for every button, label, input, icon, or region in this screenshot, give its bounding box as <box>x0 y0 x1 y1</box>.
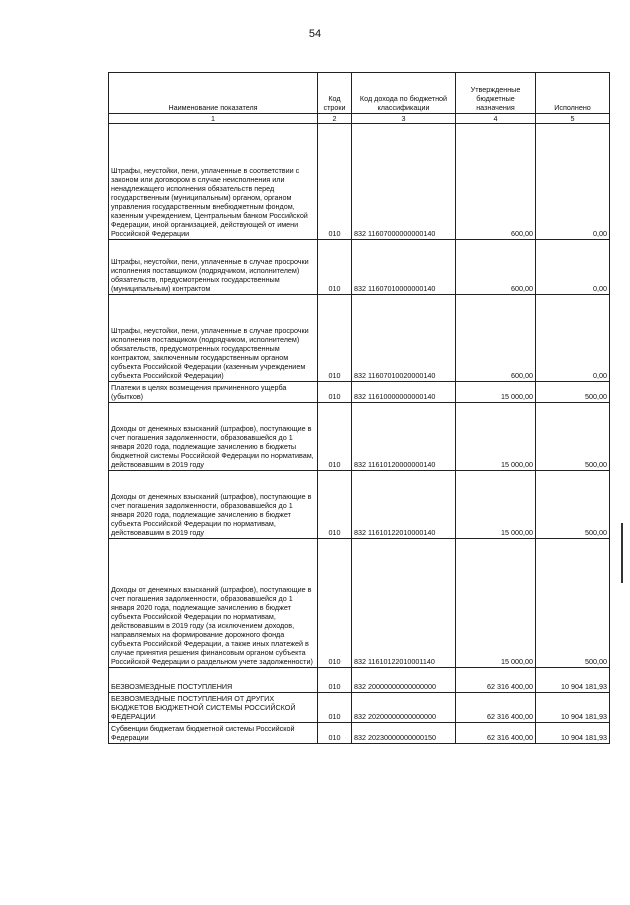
executed-amount-cell: 500,00 <box>536 471 610 539</box>
line-code-cell: 010 <box>318 693 352 723</box>
line-code-cell: 010 <box>318 403 352 471</box>
header-indicator-name: Наименование показателя <box>109 73 318 114</box>
indicator-name-cell: Субвенции бюджетам бюджетной системы Российской Федерации <box>109 723 318 744</box>
indicator-name-cell: Штрафы, неустойки, пени, уплаченные в случае просрочки исполнения поставщиком (подрядчиком, исполнителем) обязательств, предусмотренных государственным контрактом, заключенным государственным органом субъекта Российской Федерации (казенным учреждением субъекта Российской Федерации) <box>109 295 318 382</box>
executed-amount-cell: 500,00 <box>536 539 610 668</box>
table-row <box>109 693 610 723</box>
table-row <box>109 668 610 693</box>
income-code-cell: 832 20000000000000000 <box>352 668 456 693</box>
executed-amount-cell: 0,00 <box>536 240 610 295</box>
table-row <box>109 471 610 539</box>
line-code-cell: 010 <box>318 723 352 744</box>
approved-amount-cell: 62 316 400,00 <box>456 668 536 693</box>
indicator-name-cell: БЕЗВОЗМЕЗДНЫЕ ПОСТУПЛЕНИЯ <box>109 668 318 693</box>
executed-amount-cell: 500,00 <box>536 403 610 471</box>
page-number: 54 <box>308 28 322 40</box>
line-code-cell: 010 <box>318 539 352 668</box>
approved-amount-cell: 600,00 <box>456 240 536 295</box>
column-number: 3 <box>352 114 456 124</box>
income-code-cell: 832 11610000000000140 <box>352 382 456 403</box>
approved-amount-cell: 600,00 <box>456 295 536 382</box>
income-code-cell: 832 11610122010001140 <box>352 539 456 668</box>
income-code-cell: 832 20200000000000000 <box>352 693 456 723</box>
income-code-cell: 832 11610120000000140 <box>352 403 456 471</box>
line-code-cell: 010 <box>318 240 352 295</box>
indicator-name-cell: БЕЗВОЗМЕЗДНЫЕ ПОСТУПЛЕНИЯ ОТ ДРУГИХ БЮДЖЕТОВ БЮДЖЕТНОЙ СИСТЕМЫ РОССИЙСКОЙ ФЕДЕРАЦИИ <box>109 693 318 723</box>
indicator-name-cell: Платежи в целях возмещения причиненного ущерба (убытков) <box>109 382 318 403</box>
line-code-cell: 010 <box>318 668 352 693</box>
table-row <box>109 240 610 295</box>
approved-amount-cell: 15 000,00 <box>456 382 536 403</box>
column-numbers-row <box>109 114 610 124</box>
executed-amount-cell: 10 904 181,93 <box>536 668 610 693</box>
approved-amount-cell: 15 000,00 <box>456 471 536 539</box>
table-row <box>109 295 610 382</box>
table-row <box>109 539 610 668</box>
approved-amount-cell: 600,00 <box>456 124 536 240</box>
executed-amount-cell: 10 904 181,93 <box>536 693 610 723</box>
line-code-cell: 010 <box>318 471 352 539</box>
header-approved: Утвержденные бюджетные назначения <box>456 73 536 114</box>
indicator-name-cell: Доходы от денежных взысканий (штрафов), поступающие в счет погашения задолженности, образовавшейся до 1 января 2020 года, подлежащие зачислению в бюджеты бюджетной системы Российской Федерации по нормативам, действовавшим в 2019 году <box>109 403 318 471</box>
executed-amount-cell: 0,00 <box>536 295 610 382</box>
income-code-cell: 832 20230000000000150 <box>352 723 456 744</box>
header-line-code: Код строки <box>318 73 352 114</box>
header-row <box>109 73 610 114</box>
budget-execution-table <box>108 72 610 744</box>
indicator-name-cell: Штрафы, неустойки, пени, уплаченные в соответствии с законом или договором в случае неисполнения или ненадлежащего исполнения обязательств перед государственным (муниципальным) органом, органом управления государственным внебюджетным фондом, казенным учреждением, Центральным банком Российской Федерации, иной организацией, действующей от имени Российской Федерации <box>109 124 318 240</box>
income-code-cell: 832 11607010020000140 <box>352 295 456 382</box>
column-number: 2 <box>318 114 352 124</box>
executed-amount-cell: 10 904 181,93 <box>536 723 610 744</box>
table-row <box>109 382 610 403</box>
line-code-cell: 010 <box>318 124 352 240</box>
executed-amount-cell: 500,00 <box>536 382 610 403</box>
approved-amount-cell: 15 000,00 <box>456 539 536 668</box>
column-number: 4 <box>456 114 536 124</box>
indicator-name-cell: Доходы от денежных взысканий (штрафов), поступающие в счет погашения задолженности, образовавшейся до 1 января 2020 года, подлежащие зачислению в бюджет субъекта Российской Федерации по нормативам, действовавшим в 2019 году <box>109 471 318 539</box>
column-number: 5 <box>536 114 610 124</box>
header-income-code: Код дохода по бюджетной классификации <box>352 73 456 114</box>
table-row <box>109 723 610 744</box>
approved-amount-cell: 62 316 400,00 <box>456 693 536 723</box>
line-code-cell: 010 <box>318 295 352 382</box>
executed-amount-cell: 0,00 <box>536 124 610 240</box>
approved-amount-cell: 15 000,00 <box>456 403 536 471</box>
table-row <box>109 124 610 240</box>
scan-edge-mark <box>621 523 623 583</box>
income-code-cell: 832 11607000000000140 <box>352 124 456 240</box>
table-row <box>109 403 610 471</box>
approved-amount-cell: 62 316 400,00 <box>456 723 536 744</box>
income-code-cell: 832 11607010000000140 <box>352 240 456 295</box>
line-code-cell: 010 <box>318 382 352 403</box>
indicator-name-cell: Доходы от денежных взысканий (штрафов), поступающие в счет погашения задолженности, образовавшейся до 1 января 2020 года, подлежащие зачислению в бюджет субъекта Российской Федерации по нормативам, действовавшим в 2019 году (за исключением доходов, направляемых на формирование дорожного фонда субъекта Российской Федерации, а также иных платежей в случае принятия решения финансовым органом субъекта Российской Федерации о раздельном учете задолженности) <box>109 539 318 668</box>
column-number: 1 <box>109 114 318 124</box>
indicator-name-cell: Штрафы, неустойки, пени, уплаченные в случае просрочки исполнения поставщиком (подрядчиком, исполнителем) обязательств, предусмотренных государственным (муниципальным) контрактом <box>109 240 318 295</box>
income-code-cell: 832 11610122010000140 <box>352 471 456 539</box>
header-executed: Исполнено <box>536 73 610 114</box>
